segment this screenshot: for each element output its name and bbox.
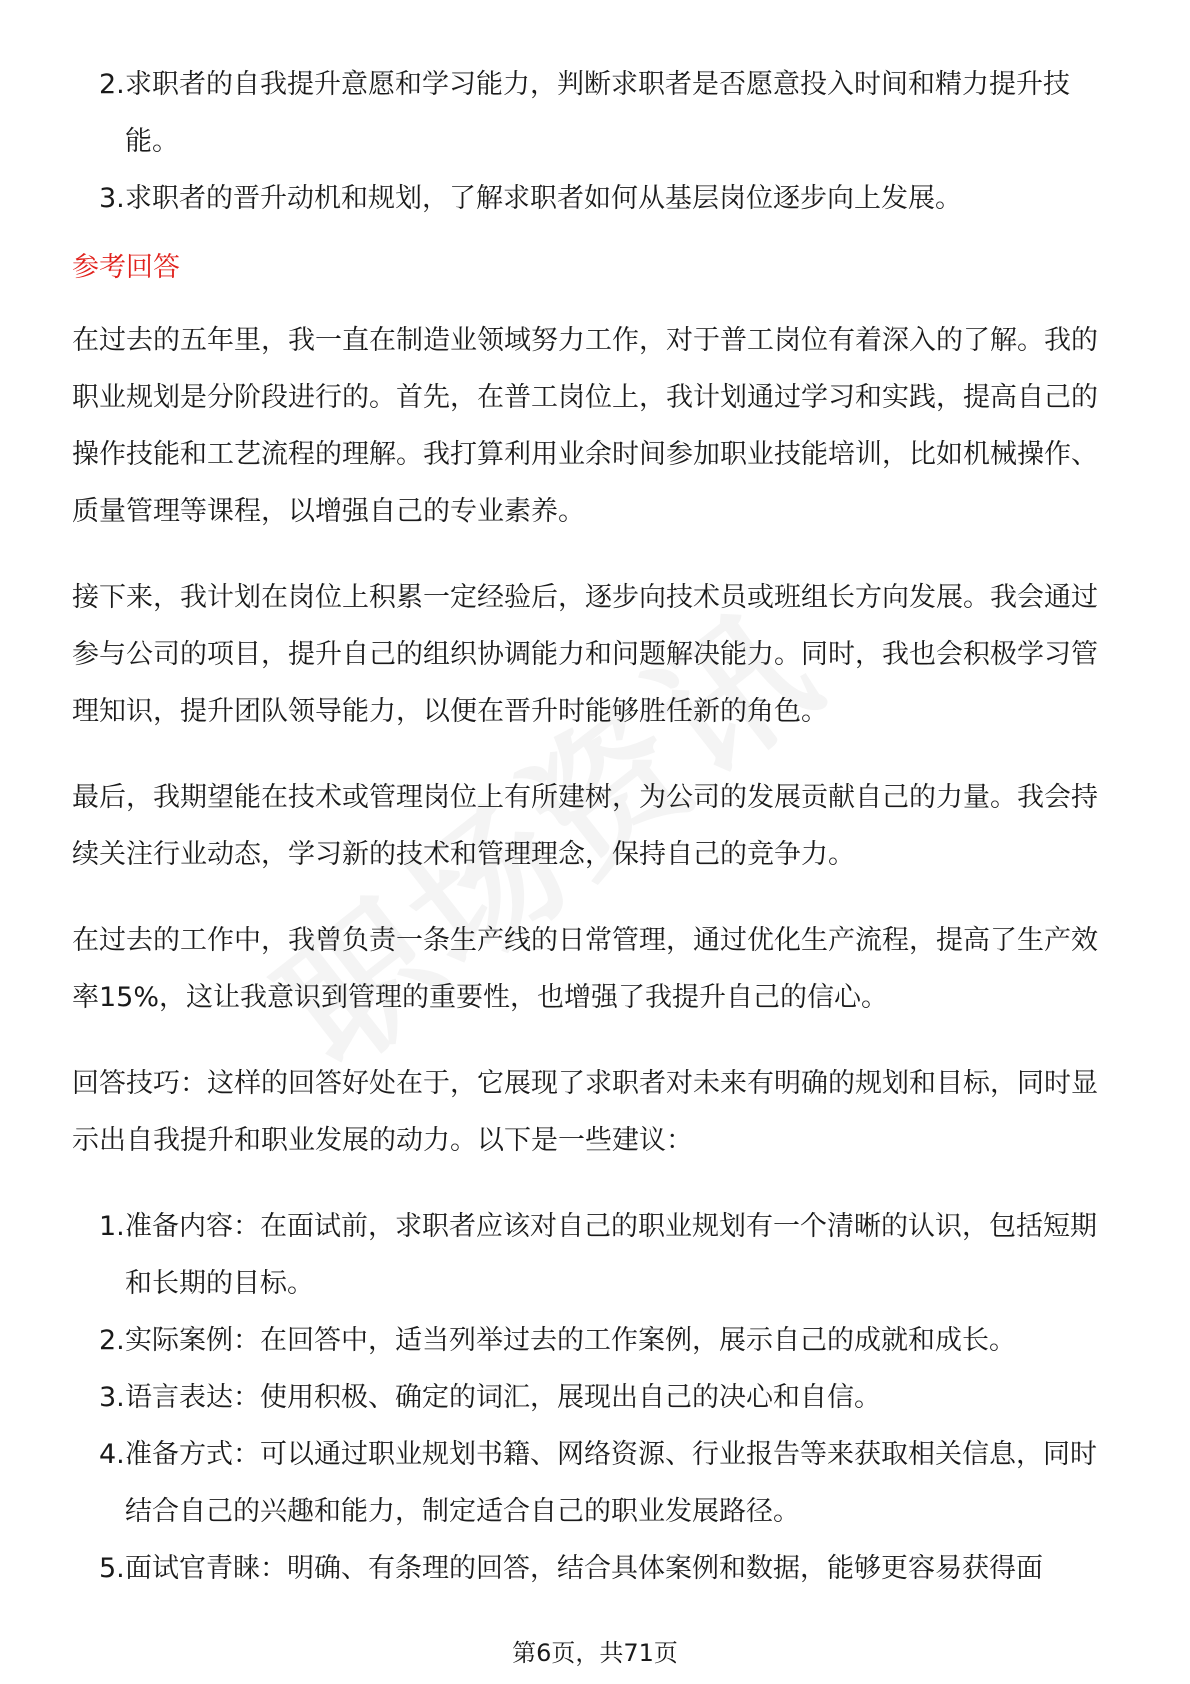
- list-item: [72, 56, 1122, 170]
- page-footer: 第6页，共71页: [512, 1639, 678, 1667]
- answer-paragraph: 在过去的五年里，我一直在制造业领域努力工作，对于普工岗位有着深入的了解。我的职业规划是分阶段进行的。首先，在普工岗位上，我计划通过学习和实践，提高自己的操作技能和工艺流程的理解。我打算利用业余时间参加职业技能培训，比如机械操作、质量管理等课程，以增强自己的专业素养。: [72, 325, 1098, 527]
- list-number: 3.: [99, 183, 125, 214]
- list-item-text: 求职者的晋升动机和规划，了解求职者如何从基层岗位逐步向上发展。: [125, 183, 962, 214]
- list-number: 2.: [99, 69, 125, 100]
- answer-paragraph: 最后，我期望能在技术或管理岗位上有所建树，为公司的发展贡献自己的力量。我会持续关注行业动态，学习新的技术和管理理念，保持自己的竞争力。: [72, 782, 1098, 870]
- list-item-text: 语言表达：使用积极、确定的词汇，展现出自己的决心和自信。: [125, 1382, 881, 1413]
- list-number: 3.: [99, 1382, 125, 1413]
- list-number: 4.: [99, 1439, 125, 1470]
- list-item: [72, 1198, 1122, 1312]
- top-list: [72, 56, 1122, 227]
- list-number: 5.: [99, 1553, 125, 1584]
- list-item: [72, 170, 1122, 227]
- list-item-text: 求职者的自我提升意愿和学习能力，判断求职者是否愿意投入时间和精力提升技能。: [125, 69, 1070, 157]
- list-number: 1.: [99, 1211, 125, 1242]
- tips-list: [72, 1198, 1122, 1597]
- list-number: 2.: [99, 1325, 125, 1356]
- list-item-text: 面试官青睐：明确、有条理的回答，结合具体案例和数据，能够更容易获得面: [125, 1553, 1043, 1584]
- tips-intro-paragraph: 回答技巧：这样的回答好处在于，它展现了求职者对未来有明确的规划和目标，同时显示出自我提升和职业发展的动力。以下是一些建议：: [72, 1068, 1098, 1156]
- list-item-text: 准备方式：可以通过职业规划书籍、网络资源、行业报告等来获取相关信息，同时结合自己的兴趣和能力，制定适合自己的职业发展路径。: [125, 1439, 1097, 1527]
- list-item: [72, 1369, 1122, 1426]
- list-item: [72, 1426, 1122, 1540]
- list-item: [72, 1312, 1122, 1369]
- page-content: [72, 56, 1122, 1597]
- answer-paragraph: 接下来，我计划在岗位上积累一定经验后，逐步向技术员或班组长方向发展。我会通过参与公司的项目，提升自己的组织协调能力和问题解决能力。同时，我也会积极学习管理知识，提升团队领导能力，以便在晋升时能够胜任新的角色。: [72, 582, 1098, 727]
- list-item-text: 准备内容：在面试前，求职者应该对自己的职业规划有一个清晰的认识，包括短期和长期的目标。: [125, 1211, 1097, 1299]
- list-item-text: 实际案例：在回答中，适当列举过去的工作案例，展示自己的成就和成长。: [125, 1325, 1016, 1356]
- list-item: [72, 1540, 1122, 1597]
- answer-paragraph: 在过去的工作中，我曾负责一条生产线的日常管理，通过优化生产流程，提高了生产效率15%，这让我意识到管理的重要性，也增强了我提升自己的信心。: [72, 925, 1098, 1013]
- section-title: 参考回答: [72, 252, 180, 283]
